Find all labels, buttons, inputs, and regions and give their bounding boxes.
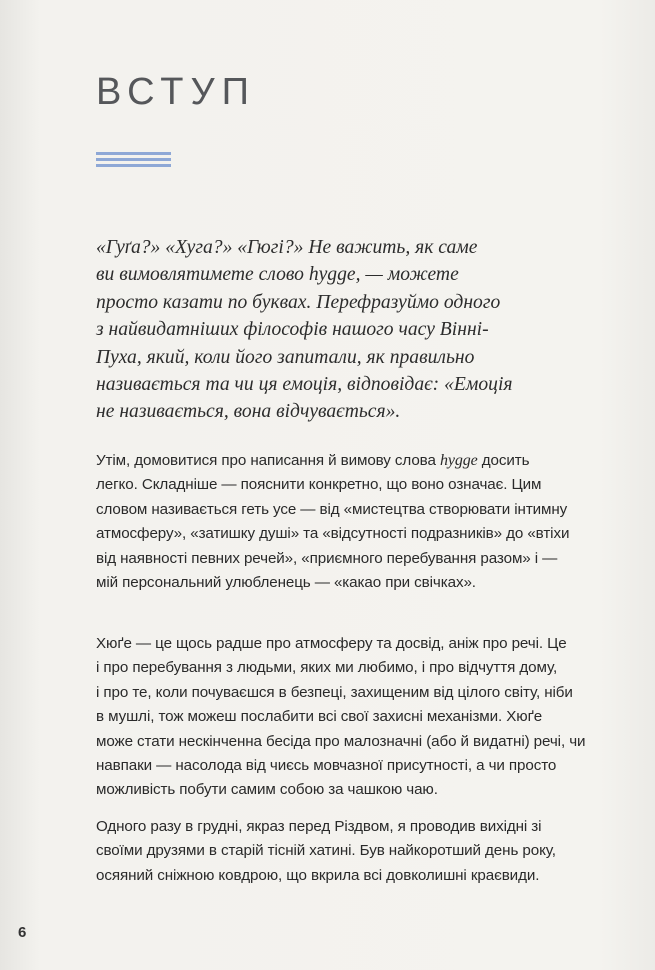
lead-paragraph	[96, 234, 616, 426]
body-paragraph-2	[96, 632, 616, 803]
stripe-line	[96, 158, 171, 161]
paragraph-line: мій персональний улюбленець — «какао при свічках».	[96, 574, 476, 592]
page-number: 6	[18, 924, 27, 941]
paragraph-line: Одного разу в грудні, якраз перед Різдвом, я проводив вихідні зі	[96, 818, 542, 835]
paragraph-line: атмосферу», «затишку душі» та «відсутності подразників» до «втіхи	[96, 525, 570, 543]
paragraph-line: своїми друзями в старій тісній хатині. Був найкоротший день року,	[96, 842, 556, 860]
paragraph-line: словом називається геть усе — від «мистецтва створювати інтимну	[96, 500, 568, 518]
text-run: Утім, домовитися про написання й вимову слова	[96, 452, 440, 469]
paragraph-line: можливість побути самим собою за чашкою чаю.	[96, 781, 438, 799]
lead-line: називається та чи ця емоція, відповідає: «Емоція	[96, 374, 513, 396]
lead-line: ви вимовлятимете слово hygge, — можете	[96, 264, 459, 286]
paragraph-line: навпаки — насолода від чиєсь мовчазної присутності, а чи просто	[96, 757, 557, 775]
paragraph-line	[96, 449, 616, 473]
lead-line: просто казати по буквах. Перефразуймо одного	[96, 291, 501, 313]
paragraph-line: і про те, коли почуваєшся в безпеці, захищеним від цілого світу, ніби	[96, 683, 573, 701]
paragraph-line: Хюґе — це щось радше про атмосферу та досвід, аніж про речі. Це	[96, 635, 567, 652]
body-paragraph-3	[96, 815, 616, 888]
paragraph-line: може стати нескінченна бесіда про малозначні (або й видатні) речі, чи	[96, 732, 586, 750]
stripe-line	[96, 164, 171, 167]
body-paragraph-1	[96, 449, 616, 595]
paragraph-line: легко. Складніше — пояснити конкретно, що воно означає. Цим	[96, 476, 542, 494]
paragraph-line: осяяний сніжною ковдрою, що вкрила всі довколишні краєвиди.	[96, 866, 540, 884]
lead-line: Пуха, який, коли його запитали, як правильно	[96, 346, 475, 368]
paragraph-line: в мушлі, тож можеш послабити всі свої захисні механізми. Хюґе	[96, 708, 543, 726]
lead-line: з найвидатніших філософів нашого часу Вінні-	[96, 319, 489, 341]
chapter-title: ВСТУП	[96, 71, 256, 113]
paragraph-line: від наявності певних речей», «приємного перебування разом» і —	[96, 549, 558, 567]
text-run: досить	[477, 452, 530, 469]
decorative-stripes	[96, 152, 171, 168]
foreign-word: hygge	[439, 452, 478, 469]
paragraph-line: і про перебування з людьми, яких ми любимо, і про відчуття дому,	[96, 659, 558, 677]
stripe-line	[96, 152, 171, 155]
lead-line: не називається, вона відчувається».	[96, 401, 401, 423]
lead-line: «Гуґа?» «Хуга?» «Гюгі?» Не важить, як саме	[96, 237, 478, 258]
